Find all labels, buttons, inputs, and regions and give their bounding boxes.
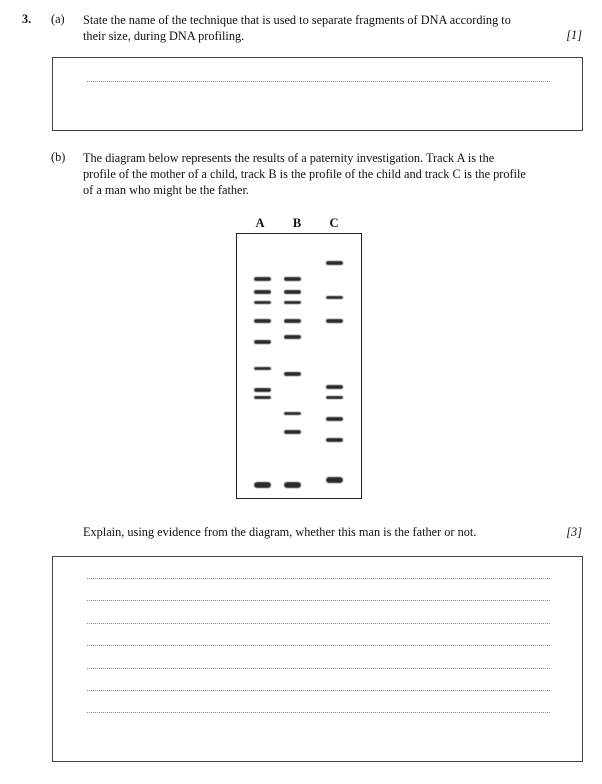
dna-band-lane-b	[284, 277, 301, 281]
lane-label-c: C	[329, 216, 339, 230]
part-a-answer-box[interactable]	[52, 57, 583, 131]
answer-line[interactable]	[87, 81, 550, 82]
dna-band-lane-b	[284, 290, 301, 294]
dna-band-lane-c	[326, 319, 343, 323]
dna-band-lane-b	[284, 430, 301, 434]
dna-band-lane-a	[254, 367, 271, 371]
answer-line[interactable]	[87, 690, 550, 691]
dna-band-lane-c	[326, 417, 343, 421]
part-a-question	[83, 12, 553, 44]
part-a-text-line1: State the name of the technique that is used to separate fragments of DNA according to	[83, 13, 511, 27]
part-b-label: (b)	[51, 150, 66, 164]
dna-band-lane-b	[284, 372, 301, 376]
dna-band-lane-b	[284, 482, 301, 488]
part-a-marks: [1]	[566, 28, 582, 42]
lane-label-b: B	[292, 216, 302, 230]
dna-band-lane-c	[326, 385, 343, 389]
dna-band-lane-a	[254, 301, 271, 305]
dna-band-lane-c	[326, 396, 343, 400]
dna-band-lane-c	[326, 438, 343, 442]
part-b-text-line1: The diagram below represents the results of a paternity investigation. Track A is the	[83, 151, 495, 165]
part-b-marks: [3]	[566, 525, 582, 539]
answer-line[interactable]	[87, 600, 550, 601]
dna-band-lane-a	[254, 388, 271, 392]
question-number: 3.	[22, 12, 32, 26]
dna-band-lane-a	[254, 319, 271, 323]
dna-band-lane-c	[326, 296, 343, 300]
part-b-prompt: Explain, using evidence from the diagram, whether this man is the father or not.	[83, 525, 477, 539]
dna-band-lane-a	[254, 482, 271, 488]
answer-line[interactable]	[87, 623, 550, 624]
dna-band-lane-a	[254, 290, 271, 294]
part-b-question	[83, 150, 553, 198]
dna-gel-diagram	[236, 233, 362, 499]
dna-band-lane-a	[254, 340, 271, 344]
answer-line[interactable]	[87, 712, 550, 713]
dna-band-lane-a	[254, 277, 271, 281]
part-b-answer-box[interactable]	[52, 556, 583, 762]
dna-band-lane-c	[326, 477, 343, 483]
part-b-text-line2: profile of the mother of a child, track B is the profile of the child and track C is the profile	[83, 167, 526, 181]
lane-label-a: A	[255, 216, 265, 230]
dna-band-lane-c	[326, 261, 343, 265]
answer-line[interactable]	[87, 668, 550, 669]
part-b-text-line3: of a man who might be the father.	[83, 183, 249, 197]
dna-band-lane-b	[284, 335, 301, 339]
part-a-text-line2: their size, during DNA profiling.	[83, 29, 245, 43]
dna-band-lane-b	[284, 301, 301, 305]
dna-band-lane-b	[284, 319, 301, 323]
answer-line[interactable]	[87, 645, 550, 646]
part-a-label: (a)	[51, 12, 65, 26]
answer-line[interactable]	[87, 578, 550, 579]
dna-band-lane-a	[254, 396, 271, 400]
dna-band-lane-b	[284, 412, 301, 416]
